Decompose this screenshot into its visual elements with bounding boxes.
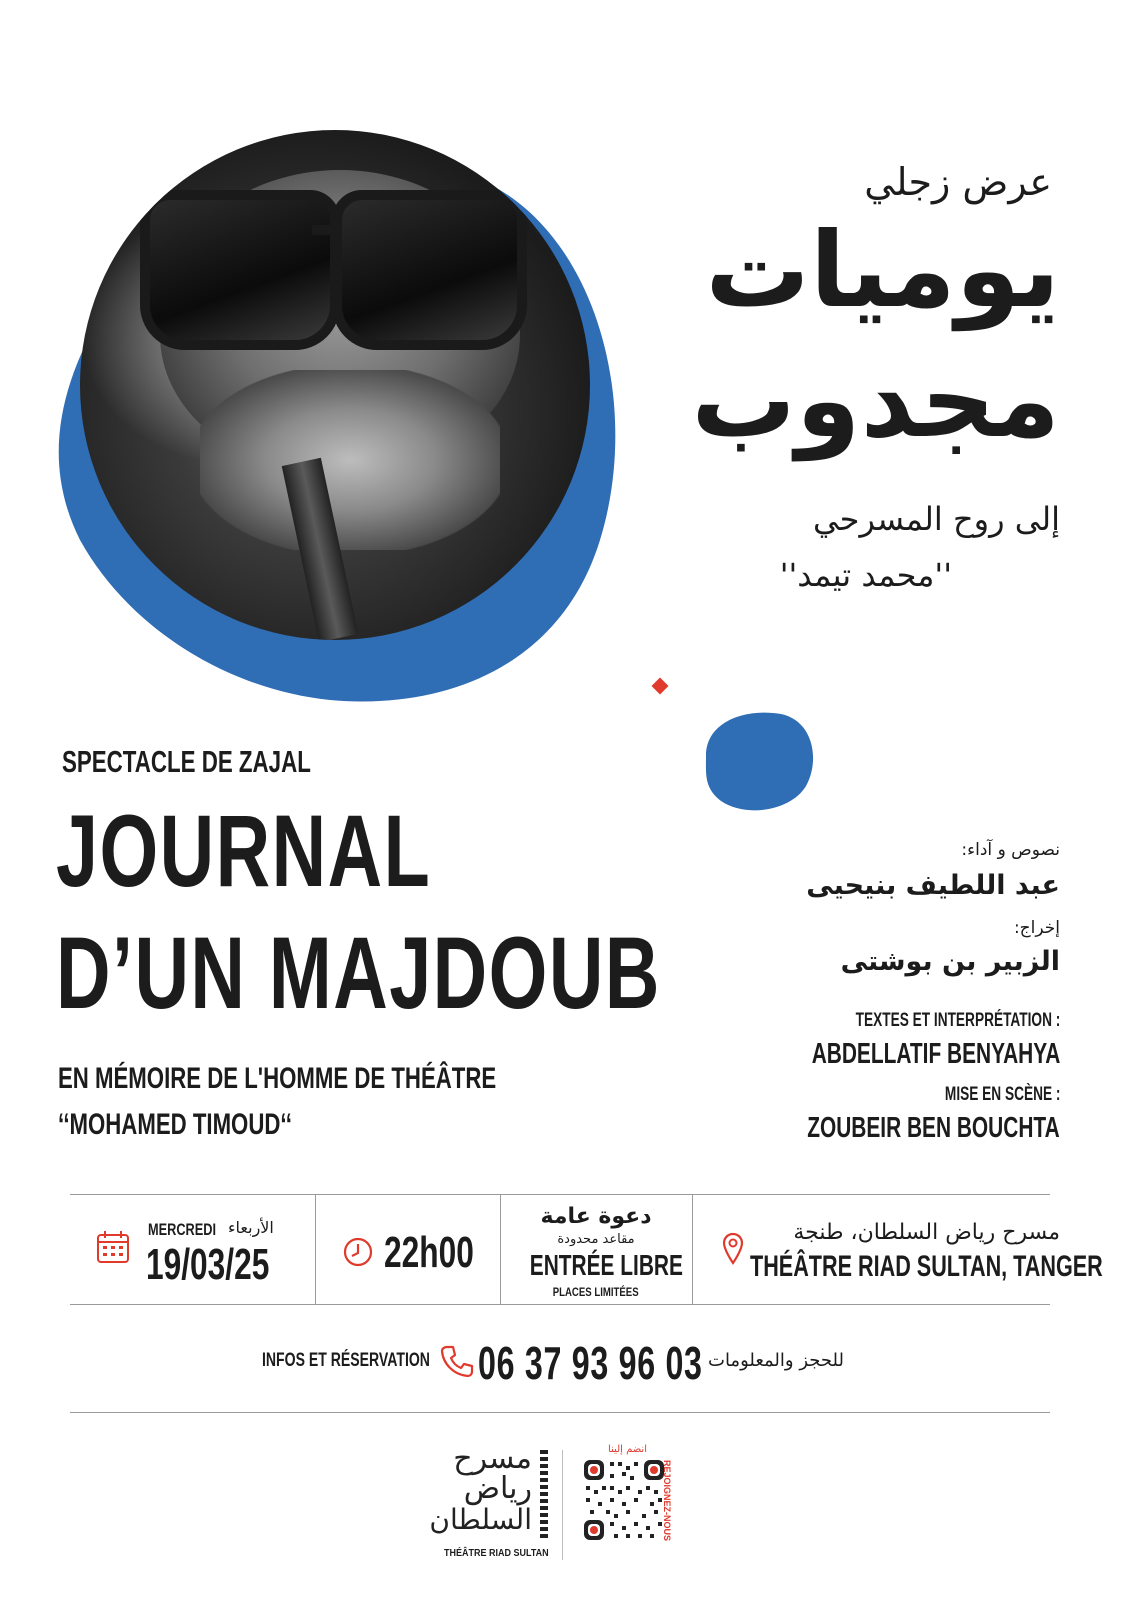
- logo-fr: THÉÂTRE RIAD SULTAN: [444, 1548, 549, 1559]
- logo-line3: السلطان: [429, 1503, 532, 1536]
- phone-icon: [440, 1344, 474, 1378]
- event-time: 22h00: [384, 1228, 474, 1277]
- credit-ar-direction-label: إخراج:: [1013, 918, 1060, 938]
- location-pin-icon: [722, 1232, 744, 1266]
- join-ar: انضم إلينا: [608, 1444, 647, 1455]
- entry-fr: ENTRÉE LIBRE: [529, 1250, 683, 1282]
- portrait-photo: [80, 130, 590, 640]
- arabic-title-line2: مجدوب: [691, 339, 1060, 461]
- venue-fr: THÉÂTRE RIAD SULTAN, TANGER: [750, 1250, 1103, 1283]
- credit-ar-direction-name: الزبير بن بوشتى: [840, 946, 1060, 977]
- credit-fr-direction-label: MISE EN SCÈNE :: [944, 1084, 1060, 1105]
- credit-fr-direction-name: ZOUBEIR BEN BOUCHTA: [807, 1112, 1060, 1144]
- divider: [70, 1412, 1050, 1413]
- divider: [562, 1450, 563, 1560]
- logo-line2: رياض: [463, 1471, 532, 1506]
- french-dedication-line2: ‘‘MOHAMED TIMOUD‘‘: [58, 1108, 292, 1141]
- day-fr: MERCREDI: [148, 1220, 217, 1239]
- calendar-icon: [96, 1230, 130, 1264]
- credit-ar-texts-name: عبد اللطيف بنيحيى: [806, 870, 1060, 901]
- theatre-logo: [429, 1441, 550, 1566]
- logo-line1: مسرح: [453, 1441, 532, 1476]
- event-date: 19/03/25: [146, 1240, 270, 1289]
- credit-fr-texts-label: TEXTES ET INTERPRÉTATION :: [855, 1010, 1060, 1031]
- french-subtitle: SPECTACLE DE ZAJAL: [62, 744, 311, 779]
- clock-icon: [342, 1236, 374, 1268]
- credit-fr-texts-name: ABDELLATIF BENYAHYA: [811, 1038, 1060, 1070]
- divider: [692, 1194, 693, 1304]
- seats-fr: PLACES LIMITÉES: [553, 1285, 639, 1299]
- divider: [315, 1194, 316, 1304]
- join-fr: REJOIGNEZ-NOUS: [662, 1460, 672, 1542]
- french-dedication-line1: EN MÉMOIRE DE L'HOMME DE THÉÂTRE: [58, 1062, 497, 1095]
- small-blue-blob: [696, 706, 820, 816]
- day-ar: الأربعاء: [228, 1218, 274, 1237]
- arabic-dedication-line2: ''محمد تيمد'': [779, 556, 952, 594]
- logo-side-mark: [540, 1450, 548, 1540]
- venue-ar: مسرح رياض السلطان، طنجة: [793, 1220, 1060, 1245]
- credit-ar-texts-label: نصوص و آداء:: [961, 840, 1060, 860]
- divider: [70, 1194, 1050, 1195]
- reservation-label-ar: للحجز والمعلومات: [708, 1350, 844, 1371]
- entry-fr-wrap: [500, 1250, 692, 1283]
- seats-ar: مقاعد محدودة: [557, 1232, 635, 1247]
- entry-ar: دعوة عامة: [540, 1204, 652, 1229]
- qr-code[interactable]: [582, 1458, 666, 1542]
- arabic-subtitle: عرض زجلي: [864, 160, 1052, 204]
- french-title-line1: JOURNAL: [56, 794, 432, 908]
- arabic-title-line1: يوميات: [705, 209, 1060, 331]
- phone-number[interactable]: 06 37 93 96 03: [478, 1337, 703, 1389]
- divider: [70, 1304, 1050, 1305]
- seats-fr-wrap: [500, 1281, 692, 1300]
- french-title-line2: D’UN MAJDOUB: [56, 916, 661, 1030]
- red-diamond-decoration: [652, 678, 669, 695]
- arabic-dedication-line1: إلى روح المسرحي: [812, 500, 1060, 538]
- reservation-label-fr: INFOS ET RÉSERVATION: [262, 1350, 430, 1371]
